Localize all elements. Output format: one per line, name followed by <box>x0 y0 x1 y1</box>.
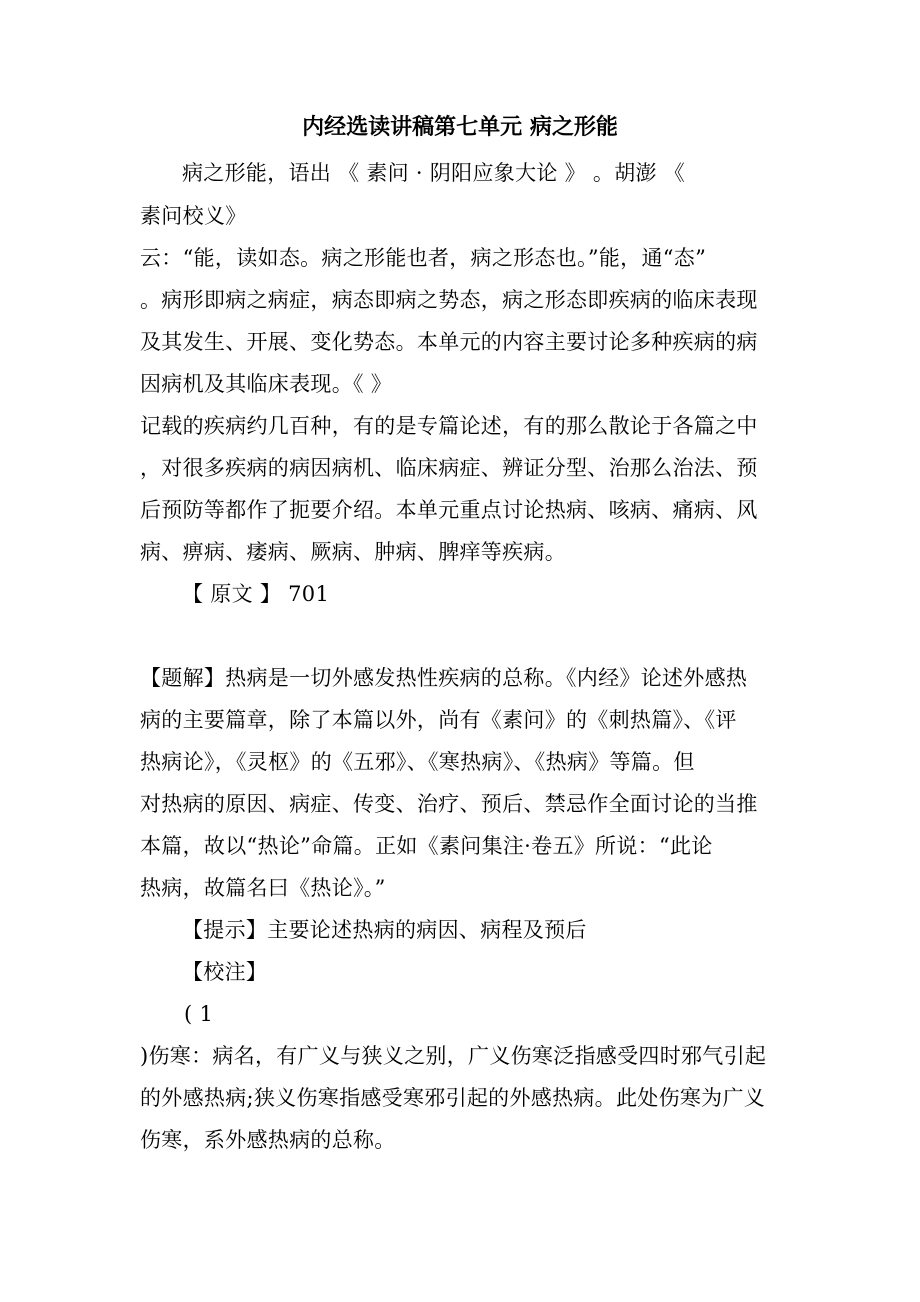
paragraph-line: 伤寒，系外感热病的总称。 <box>140 1128 396 1152</box>
paragraph-line: 素问校义》 <box>140 204 247 228</box>
paragraph-line: ，对很多疾病的病因病机、临床病症、辨证分型、治那么治法、预 <box>140 456 758 480</box>
hint-line: 【提示】主要论述热病的病因、病程及预后 <box>182 918 587 942</box>
paragraph-line: 的外感热病;狭义伤寒指感受寒邪引起的外感热病。此处伤寒为广义 <box>140 1086 766 1110</box>
paragraph-line: 对热病的原因、病症、传变、治疗、预后、禁忌作全面讨论的当推 <box>140 792 758 816</box>
paragraph-line: )伤寒：病名，有广义与狭义之别，广义伤寒泛指感受四时邪气引起 <box>140 1044 767 1068</box>
paragraph-line: 。病形即病之病症，病态即病之势态，病之形态即疾病的临床表现 <box>140 288 758 312</box>
note-number: ( 1 <box>184 1002 214 1026</box>
paragraph-line: 后预防等都作了扼要介绍。本单元重点讨论热病、咳病、痛病、风 <box>140 498 758 522</box>
paragraph-line: 热病，故篇名曰《热论》。” <box>140 876 386 900</box>
paragraph-line: 病的主要篇章，除了本篇以外，尚有《素问》的《刺热篇》、《评 <box>140 708 737 732</box>
paragraph-line: 【题解】热病是一切外感发热性疾病的总称。《内经》论述外感热 <box>140 666 748 690</box>
paragraph-line: 因病机及其临床表现。《 》 <box>140 372 393 396</box>
paragraph-line: 本篇，故以“热论”命篇。正如《素问集注·卷五》所说：“此论 <box>140 834 713 858</box>
paragraph-line: 记载的疾病约几百种，有的是专篇论述，有的那么散论于各篇之中 <box>140 414 758 438</box>
paragraph-line: 病之形能，语出 《 素问 · 阴阳应象大论 》 。胡澎 《 <box>182 161 686 185</box>
paragraph-line: 病、痹病、痿病、厥病、肿病、脾痒等疾病。 <box>140 540 566 564</box>
paragraph-line: 云：“能，读如态。病之形能也者，病之形态也。”能，通“态” <box>140 246 707 270</box>
document-title: 内经选读讲稿第七单元 病之形能 <box>302 114 618 140</box>
paragraph-line: 热病论》，《灵枢》的《五邪》、《寒热病》、《热病》等篇。但 <box>140 750 695 774</box>
paragraph-line: 及其发生、开展、变化势态。本单元的内容主要讨论多种疾病的病 <box>140 330 758 354</box>
section-heading-notes: 【校注】 <box>182 960 268 984</box>
section-heading-original-text: 【 原文 】 701 <box>182 582 330 606</box>
